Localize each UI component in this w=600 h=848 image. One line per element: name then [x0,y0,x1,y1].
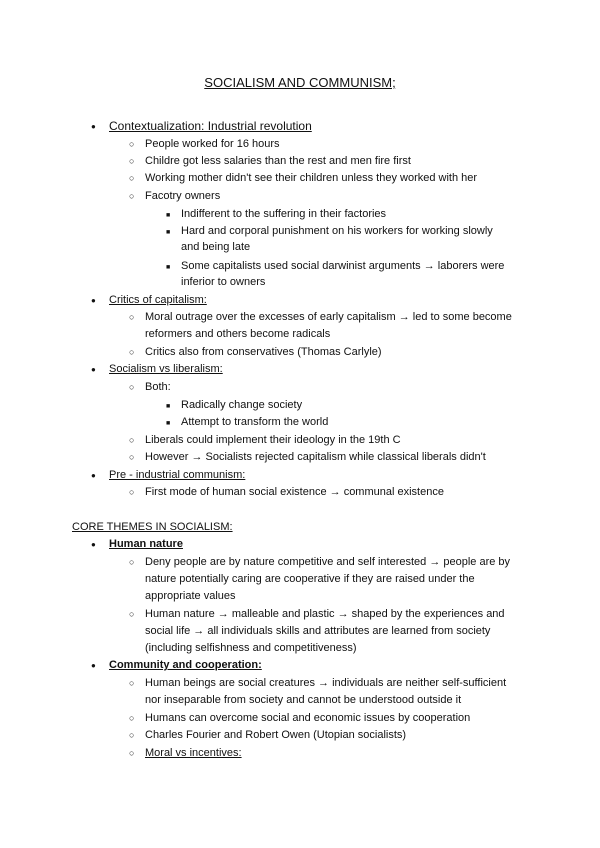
list-item-continuation: nature potentially caring are cooperative if they are raised under the [145,573,475,585]
bullet-circle [129,676,134,690]
heading-human-nature: Human nature [109,538,183,550]
list-item: Facotry owners [145,190,221,202]
list-item: Childre got less salaries than the rest and men fire first [145,155,411,167]
bullet-circle [129,485,134,499]
bullet-circle [129,711,134,725]
list-item: Moral outrage over the excesses of early capitalism → led to some become [145,311,512,323]
bullet-circle [129,728,134,742]
list-item: Deny people are by nature competitive and self interested → people are by [145,556,511,568]
list-item-continuation: appropriate values [145,590,236,602]
bullet-circle [129,310,134,324]
list-item: Working mother didn't see their children unless they worked with her [145,172,478,184]
list-item: Radically change society [181,399,303,411]
bullet-square [166,224,170,240]
list-item-continuation: nor inseparable from society and cannot be understood outside it [145,694,462,706]
list-item-continuation: reformers and others become radicals [145,328,331,340]
bullet-square [166,398,170,414]
list-item: First mode of human social existence → communal existence [145,486,444,498]
bullet-square [166,207,170,223]
list-item: However → Socialists rejected capitalism while classical liberals didn't [145,451,486,463]
list-item: Attempt to transform the world [181,416,329,428]
list-item: People worked for 16 hours [145,138,280,150]
bullet-dot [91,658,96,673]
list-item-continuation: and being late [181,241,251,253]
bullet-circle [129,450,134,464]
list-item: Both: [145,381,171,393]
bullet-dot [91,362,96,377]
list-item: Liberals could implement their ideology in the 19th C [145,434,401,446]
bullet-circle [129,171,134,185]
heading-socialism-vs-liberalism: Socialism vs liberalism: [109,363,223,375]
heading-critics: Critics of capitalism: [109,294,207,306]
bullet-circle [129,607,134,621]
list-item: Critics also from conservatives (Thomas Carlyle) [145,346,382,358]
list-item: Indifferent to the suffering in their factories [181,208,387,220]
list-item: Charles Fourier and Robert Owen (Utopian socialists) [145,729,407,741]
page-title: SOCIALISM AND COMMUNISM; [204,75,396,90]
bullet-circle [129,380,134,394]
bullet-square [166,259,170,275]
bullet-circle [129,189,134,203]
subheading-moral-vs-incentives: Moral vs incentives: [145,747,242,759]
bullet-circle [129,137,134,151]
list-item: Human nature → malleable and plastic → shaped by the experiences and [145,608,505,620]
heading-pre-industrial-communism: Pre - industrial communism: [109,469,246,481]
list-item-continuation: inferior to owners [181,276,266,288]
heading-core-themes: CORE THEMES IN SOCIALISM: [72,521,233,533]
list-item-continuation: (including selfishness and competitiveness) [145,642,357,654]
bullet-circle [129,345,134,359]
list-item: Some capitalists used social darwinist arguments → laborers were [181,260,505,272]
heading-contextualization: Contextualization: Industrial revolution [109,119,312,133]
bullet-circle [129,746,134,760]
bullet-dot [91,293,96,308]
bullet-dot [91,537,96,552]
bullet-square [166,415,170,431]
bullet-dot [91,119,96,134]
bullet-circle [129,154,134,168]
heading-community-cooperation: Community and cooperation: [109,659,262,671]
bullet-circle [129,555,134,569]
list-item: Human beings are social creatures → individuals are neither self-sufficient [145,677,507,689]
bullet-circle [129,433,134,447]
list-item: Humans can overcome social and economic issues by cooperation [145,712,471,724]
list-item: Hard and corporal punishment on his workers for working slowly [181,225,493,237]
bullet-dot [91,468,96,483]
list-item-continuation: social life → all individuals skills and attributes are learned from society [145,625,491,637]
